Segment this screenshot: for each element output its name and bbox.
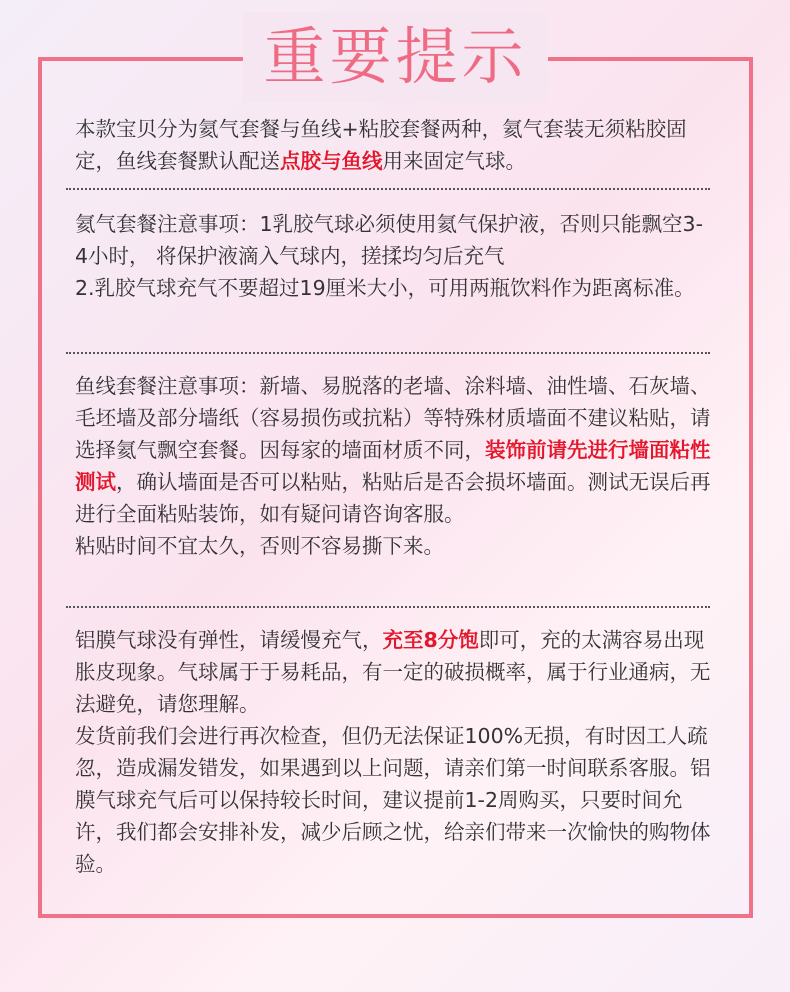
section-helium <box>75 208 715 304</box>
paragraph: 本款宝贝分为氦气套餐与鱼线+粘胶套餐两种，氦气套装无须粘胶固定，鱼线套餐默认配送点胶与鱼线用来固定气球。 <box>75 117 687 173</box>
paragraph: 发货前我们会进行再次检查，但仍无法保证100%无损，有时因工人疏忽，造成漏发错发，如果遇到以上问题，请亲们第一时间联系客服。铝膜气球充气后可以保持较长时间，建议提前1-2周购买，只要时间允许，我们都会安排补发，减少后顾之忧，给亲们带来一次愉快的购物体验。 <box>75 724 711 876</box>
highlight-text: 装饰前请先进行墙面粘性测试 <box>75 438 711 494</box>
page-title: 重要提示 <box>263 20 528 93</box>
section-delivery <box>75 113 715 177</box>
title-banner <box>243 12 548 102</box>
paragraph: 铝膜气球没有弹性，请缓慢充气，充至8分饱即可，充的太满容易出现胀皮现象。气球属于于易耗品，有一定的破损概率，属于行业通病，无法避免，请您理解。 <box>75 628 711 716</box>
section-fishing-line <box>75 370 715 562</box>
paragraph: 氦气套餐注意事项：1乳胶气球必须使用氦气保护液，否则只能飘空3-4小时， 将保护液滴入气球内，搓揉均匀后充气 <box>75 212 703 268</box>
divider <box>66 606 710 608</box>
paragraph: 粘贴时间不宜太久，否则不容易撕下来。 <box>75 534 444 558</box>
paragraph: 鱼线套餐注意事项：新墙、易脱落的老墙、涂料墙、油性墙、石灰墙、毛坯墙及部分墙纸（容易损伤或抗粘）等特殊材质墙面不建议粘贴，请选择氦气飘空套餐。因每家的墙面材质不同，装饰前请先进行墙面粘性测试，确认墙面是否可以粘贴，粘贴后是否会损坏墙面。测试无误后再进行全面粘贴装饰，如有疑问请咨询客服。 <box>75 374 711 526</box>
divider <box>66 188 710 190</box>
highlight-text: 充至8分饱 <box>382 628 479 652</box>
highlight-text: 点胶与鱼线 <box>280 149 383 173</box>
divider <box>66 352 710 354</box>
paragraph: 2.乳胶气球充气不要超过19厘米大小，可用两瓶饮料作为距离标准。 <box>75 276 695 300</box>
section-foil-balloon <box>75 624 715 880</box>
